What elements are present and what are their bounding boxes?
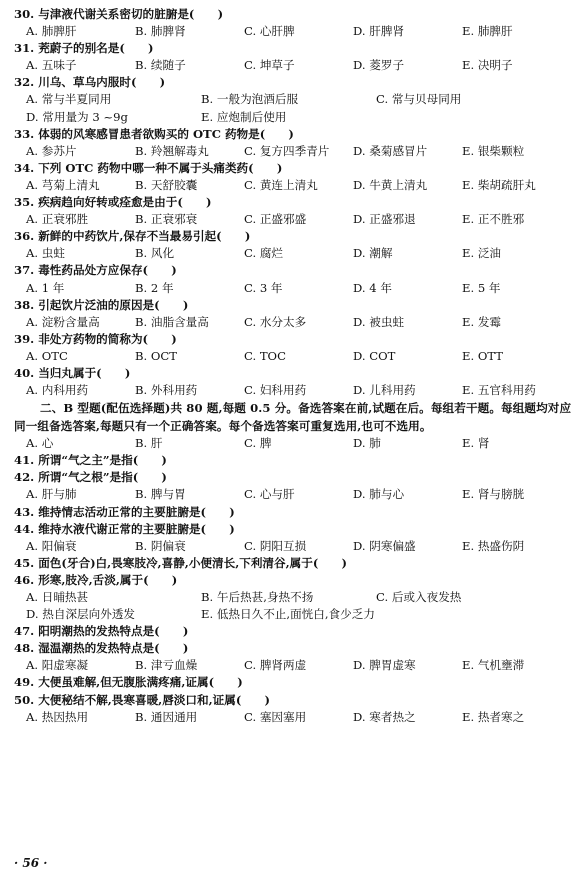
answer-options-row [14,23,574,40]
answer-option: E. 5 年 [462,280,501,295]
answer-option: C. 黄连上清丸 [244,177,318,192]
answer-option: A. 心 [26,436,54,451]
answer-option: C. 脾 [244,436,272,451]
answer-option: C. 心与肝 [244,487,295,502]
answer-option: E. 气机壅滞 [462,658,525,673]
question-stem: 43. 维持情志活动正常的主要脏腑是( ) [14,504,235,519]
answer-option: E. 柴胡疏肝丸 [462,177,536,192]
answer-option: C. 后或入夜发热 [376,590,462,604]
section-heading: 二、B 型题(配伍选择题)共 80 题,每题 0.5 分。备选答案在前,试题在后。每组若干题。每组题均对应同一组备选答案,每题只有一个正确答案。每个备选答案可重复选用,也可不选用。 [14,401,572,434]
answer-option: A. 热因热用 [26,709,89,724]
answer-options-row [14,280,574,297]
answer-option: B. 通因通用 [135,709,198,724]
answer-option: C. 妇科用药 [244,383,307,398]
answer-option: B. 午后热甚,身热不扬 [201,590,314,604]
question-list [14,6,574,726]
answer-option: E. 正不胜邪 [462,212,525,227]
question-stem: 40. 当归丸属于( ) [14,365,131,380]
question-stem: 36. 新鲜的中药饮片,保存不当最易引起( ) [14,229,251,244]
answer-option: A. OTC [26,348,68,363]
answer-option: B. 阴偏衰 [135,538,186,553]
question-stem: 38. 引起饮片泛油的原因是( ) [14,297,189,312]
answer-option: A. 常与半夏同用 [26,92,112,107]
answer-options-row [14,589,574,606]
answer-option: B. OCT [135,348,177,363]
answer-options-row [14,435,574,452]
answer-option: C. 心肝脾 [244,24,295,39]
answer-options-row [14,486,574,503]
answer-option: A. 正衰邪胜 [26,212,89,227]
answer-option: B. 肝 [135,436,163,451]
question-stem: 37. 毒性药品处方应保存( ) [14,263,177,278]
answer-option: B. 肺脾肾 [135,24,186,39]
question-stem: 49. 大便虽难解,但无腹胀满疼痛,证属( ) [14,675,243,690]
answer-option: D. 牛黄上清丸 [353,177,428,192]
answer-options-row [14,245,574,262]
answer-option: B. 一般为泡酒后服 [201,92,299,107]
answer-option: D. 脾胃虚寒 [353,658,416,673]
answer-option: A. 肝与肺 [26,487,77,502]
answer-options-row [14,57,574,74]
answer-options-row [14,538,574,555]
answer-option: D. 潮解 [353,246,393,261]
question-stem: 44. 维持水液代谢正常的主要脏腑是( ) [14,521,235,536]
answer-option: A. 阳偏衰 [26,538,77,553]
answer-option: C. 阴阳互损 [244,538,307,553]
answer-options-row [14,709,574,726]
answer-option: B. 脾与胃 [135,487,186,502]
answer-option: E. 热盛伤阴 [462,538,525,553]
page-number: · 56 · [14,856,48,870]
answer-option: E. 五官科用药 [462,383,536,398]
answer-option: A. 阳虚寒凝 [26,658,89,673]
answer-option: C. 正盛邪盛 [244,212,307,227]
answer-option: C. 坤草子 [244,58,295,73]
answer-option: E. 低热日久不止,面恍白,食少乏力 [201,607,375,622]
answer-option: E. 肾与膀胱 [462,487,525,502]
answer-options-row [14,143,574,160]
answer-option: E. 应炮制后使用 [201,109,287,124]
answer-options-row [14,177,574,194]
answer-option: D. COT [353,348,396,363]
answer-option: A. 虫蛀 [26,246,65,261]
answer-option: A. 参苏片 [26,143,77,158]
answer-option: B. 续随子 [135,58,186,73]
answer-option: C. 腐烂 [244,246,284,261]
answer-option: D. 寒者热之 [353,709,416,724]
question-stem: 31. 茺蔚子的别名是( ) [14,41,154,56]
answer-options-row [14,314,574,331]
answer-option: B. 外科用药 [135,383,198,398]
question-stem: 35. 疾病趋向好转或痊愈是由于( ) [14,195,212,210]
answer-options-row [14,382,574,399]
answer-option: B. 羚翘解毒丸 [135,143,209,158]
answer-option: B. 天舒胶囊 [135,177,198,192]
answer-options-row [14,91,574,108]
answer-option: A. 淀粉含量高 [26,314,100,329]
answer-option: A. 芎菊上清丸 [26,177,100,192]
answer-option: D. 阴寒偏盛 [353,538,416,553]
answer-option: D. 肝脾肾 [353,24,405,39]
answer-option: D. 4 年 [353,280,392,295]
answer-option: B. 风化 [135,246,175,261]
answer-options-row [14,109,574,126]
question-stem: 42. 所谓“气之根”是指( ) [14,470,167,485]
question-stem: 33. 体弱的风寒感冒患者欲购买的 OTC 药物是( ) [14,126,294,141]
answer-option: E. 泛油 [462,246,502,261]
answer-option: E. 发霉 [462,314,502,329]
answer-option: B. 津亏血燥 [135,658,198,673]
answer-option: D. 被虫蛀 [353,314,405,329]
answer-option: D. 桑菊感冒片 [353,143,428,158]
answer-option: A. 1 年 [26,280,65,295]
answer-options-row [14,606,574,623]
answer-option: D. 热自深层向外透发 [26,607,136,622]
question-stem: 30. 与津液代谢关系密切的脏腑是( ) [14,7,224,21]
answer-option: B. 2 年 [135,280,174,295]
question-stem: 41. 所谓“气之主”是指( ) [14,453,167,468]
question-stem: 46. 形寒,肢冷,舌淡,属于( ) [14,572,178,587]
question-stem: 48. 湿温潮热的发热特点是( ) [14,641,189,656]
answer-option: C. 塞因塞用 [244,709,307,724]
answer-option: A. 五味子 [26,58,77,73]
answer-option: E. 肺脾肝 [462,24,513,39]
answer-option: D. 正盛邪退 [353,212,416,227]
answer-option: C. 复方四季青片 [244,143,330,158]
question-stem: 45. 面色(牙合)白,畏寒肢冷,喜静,小便清长,下利清谷,属于( ) [14,555,347,570]
answer-option: C. 常与贝母同用 [376,92,462,107]
answer-option: C. 3 年 [244,280,283,295]
answer-option: D. 菱罗子 [353,58,405,73]
answer-options-row [14,348,574,365]
question-stem: 39. 非处方药物的简称为( ) [14,331,177,346]
answer-option: E. 热者寒之 [462,709,525,724]
answer-option: B. 正衰邪衰 [135,212,198,227]
answer-option: E. 肾 [462,436,490,451]
answer-option: A. 肺脾肝 [26,24,77,39]
answer-option: C. TOC [244,348,286,363]
answer-options-row [14,211,574,228]
answer-option: A. 内科用药 [26,383,89,398]
answer-option: B. 油脂含量高 [135,314,209,329]
answer-option: E. 银柴颗粒 [462,143,525,158]
answer-option: E. OTT [462,348,504,363]
answer-option: D. 儿科用药 [353,383,416,398]
question-stem: 32. 川乌、草乌内服时( ) [14,75,166,90]
question-stem: 50. 大便秘结不解,畏寒喜暖,唇淡口和,证属( ) [14,692,270,707]
answer-option: D. 常用量为 3 ~9g [26,109,128,124]
answer-option: C. 脾肾两虚 [244,658,307,673]
answer-option: C. 水分太多 [244,314,307,329]
question-stem: 47. 阳明潮热的发热特点是( ) [14,624,189,639]
answer-option: E. 决明子 [462,58,513,73]
answer-option: D. 肺与心 [353,487,405,502]
answer-options-row [14,657,574,674]
answer-option: D. 肺 [353,436,381,451]
answer-option: A. 日晡热甚 [26,590,89,604]
question-stem: 34. 下列 OTC 药物中哪一种不属于头痛类药( ) [14,160,283,175]
